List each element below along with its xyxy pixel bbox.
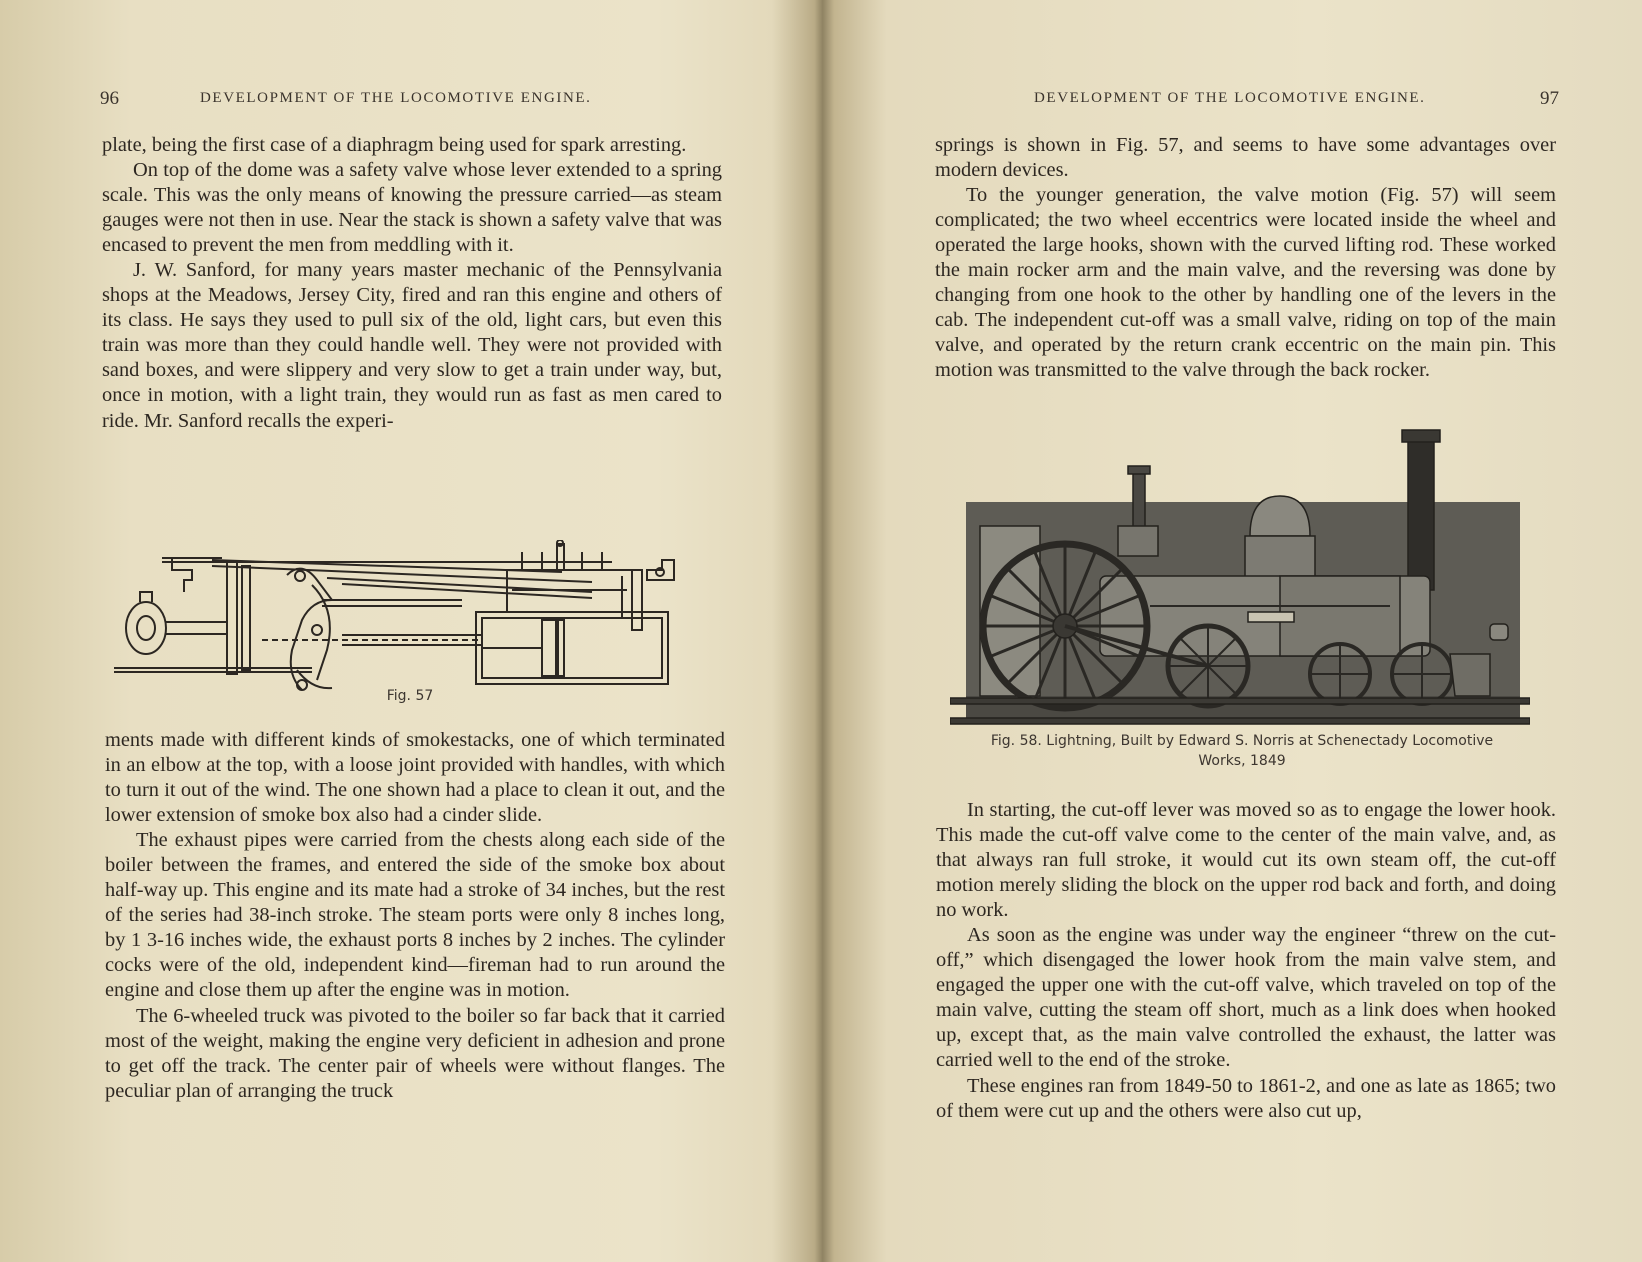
figure-caption <box>892 731 1592 771</box>
body-text-bottom <box>936 798 1556 1124</box>
figure-caption-line: Works, 1849 <box>1198 753 1286 769</box>
figure-caption: Fig. 57 <box>386 688 434 704</box>
paragraph: J. W. Sanford, for many years master mechanic of the Pennsylvania shops at the Meadows, Jersey City, fired and ran this engine and others of its class. He says they used to pull six of the old, light cars, but even this train was more than they could handle well. They were not provided with sand boxes, and were slippery and very slow to get a train under way, but, once in motion, with a light train, they would run as fast as men cared to ride. Mr. Sanford recalls the experi- <box>102 259 722 432</box>
running-head: DEVELOPMENT OF THE LOCOMOTIVE ENGINE. <box>200 90 592 106</box>
left-page <box>0 0 820 1262</box>
running-head: DEVELOPMENT OF THE LOCOMOTIVE ENGINE. <box>1034 90 1426 106</box>
body-text-bottom <box>105 728 725 1104</box>
page-number: 96 <box>100 88 119 109</box>
paragraph: On top of the dome was a safety valve whose lever extended to a spring scale. This was the only means of knowing the pressure carried—as steam gauges were not then in use. Near the stack is shown a safety valve that was encased to prevent the men from meddling with it. <box>102 159 722 257</box>
locomotive-figure <box>950 426 1530 746</box>
paragraph: In starting, the cut-off lever was moved so as to engage the lower hook. This made the cut-off valve come to the center of the main valve, and, as that always ran full stroke, it would cut its own steam off, the cut-off motion merely sliding the block on the upper rod back and forth, and doing no work. <box>936 799 1556 922</box>
paragraph: ments made with different kinds of smokestacks, one of which terminated in an elbow at the top, with a loose joint provided with handles, with which to turn it out of the wind. The one shown had a place to clean it out, and the lower extension of smoke box also had a cinder slide. <box>105 729 725 827</box>
right-page <box>822 0 1642 1262</box>
paragraph: plate, being the first case of a diaphragm being used for spark arresting. <box>102 134 687 156</box>
paragraph: The exhaust pipes were carried from the chests along each side of the boiler between the frames, and entered the side of the smoke box about half-way up. This engine and its mate had a stroke of 34 inches, but the rest of the series had 38-inch stroke. The steam ports were only 8 inches long, by 1 3-16 inches wide, the exhaust ports 8 inches by 2 inches. The cylinder cocks were of the old, independent kind—fireman had to run around the engine and close them up after the engine was in motion. <box>105 829 725 1002</box>
paragraph: The 6-wheeled truck was pivoted to the boiler so far back that it carried most of the weight, making the engine very deficient in adhesion and prone to get off the track. The center pair of wheels were without flanges. The peculiar plan of arranging the truck <box>105 1004 725 1102</box>
body-text-top <box>935 133 1556 383</box>
body-text-top <box>102 133 722 434</box>
figure-caption-line: Fig. 58. Lightning, Built by Edward S. Norris at Schenectady Locomotive <box>990 733 1494 749</box>
paragraph: As soon as the engine was under way the engineer “threw on the cut-off,” which disengaged the lower hook from the main valve stem, and engaged the upper one with the cut-off valve, which traveled on top of the main valve, cutting the steam off short, much as a link does when hooked up, except that, as the main valve controlled the exhaust, the latter was carried well to the end of the stroke. <box>936 924 1556 1072</box>
paragraph: springs is shown in Fig. 57, and seems to have some advantages over modern devices. <box>935 134 1556 182</box>
paragraph: These engines ran from 1849-50 to 1861-2, and one as late as 1865; two of them were cut up and the others were also cut up, <box>936 1074 1556 1122</box>
page-number: 97 <box>1540 88 1559 109</box>
paragraph: To the younger generation, the valve motion (Fig. 57) will seem complicated; the two wheel eccentrics were located inside the wheel and operated the large hooks, shown with the curved lifting rod. These worked the main rocker arm and the main valve, and the reversing was done by changing from one hook to the other by handling one of the levers in the cab. The independent cut-off was a small valve, riding on top of the main valve, and operated by the return crank eccentric on the main pin. This motion was transmitted to the valve through the back rocker. <box>935 184 1556 382</box>
